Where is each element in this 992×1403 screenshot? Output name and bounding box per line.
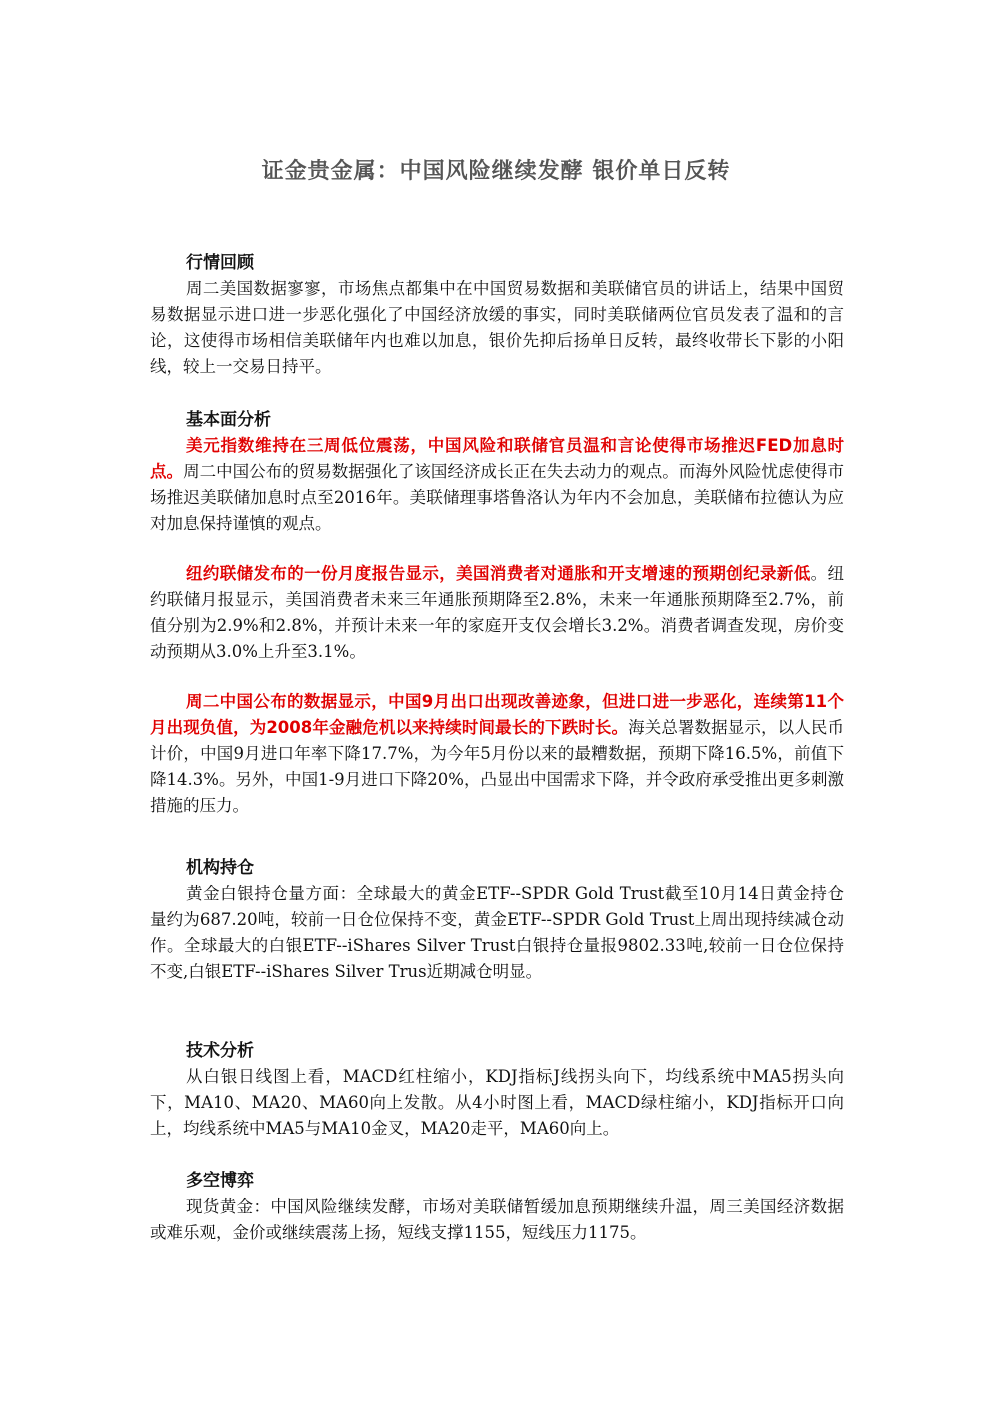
highlight-text: 美元指数维持在三周低位震荡，中国风险和联储官员温和言论使得市场推迟FED加息时点。 — [150, 436, 844, 481]
document-title: 证金贵金属：中国风险继续发酵 银价单日反转 — [261, 159, 731, 184]
section-technical — [150, 1038, 844, 1142]
heading-fundamentals: 基本面分析 — [186, 410, 271, 430]
highlight-text: 周二中国公布的数据显示，中国9月出口出现改善迹象，但进口进一步恶化，连续第11个月出现负值，为2008年金融危机以来持续时间最长的下跌时长。 — [150, 692, 844, 737]
section-positions — [150, 855, 844, 985]
paragraph-fundamentals-3 — [150, 689, 844, 819]
paragraph-bull-bear: 现货黄金：中国风险继续发酵，市场对美联储暂缓加息预期继续升温，周三美国经济数据或难乐观，金价或继续震荡上扬，短线支撑1155，短线压力1175。 — [150, 1197, 844, 1242]
body-text: 。纽约联储月报显示，美国消费者未来三年通胀预期降至2.8%，未来一年通胀预期降至2.7%，前值分别为2.9%和2.8%，并预计未来一年的家庭开支仅会增长3.2%。消费者调查发现，房价变动预期从3.0%上升至3.1%。 — [150, 564, 845, 661]
section-fundamentals — [150, 407, 844, 819]
heading-technical: 技术分析 — [186, 1041, 254, 1061]
heading-bull-bear: 多空博弈 — [186, 1171, 254, 1191]
section-bull-bear — [150, 1168, 844, 1246]
heading-positions: 机构持仓 — [186, 858, 254, 878]
body-text: 周二中国公布的贸易数据强化了该国经济成长正在失去动力的观点。而海外风险忧虑使得市场推迟美联储加息时点至2016年。美联储理事塔鲁洛认为年内不会加息，美联储布拉德认为应对加息保持谨慎的观点。 — [150, 462, 845, 533]
paragraph-market-review: 周二美国数据寥寥，市场焦点都集中在中国贸易数据和美联储官员的讲话上，结果中国贸易数据显示进口进一步恶化强化了中国经济放缓的事实，同时美联储两位官员发表了温和的言论，这使得市场相信美联储年内也难以加息，银价先抑后扬单日反转，最终收带长下影的小阳线，较上一交易日持平。 — [150, 279, 844, 376]
paragraph-technical: 从白银日线图上看，MACD红柱缩小，KDJ指标J线拐头向下，均线系统中MA5拐头向下，MA10、MA20、MA60向上发散。从4小时图上看，MACD绿柱缩小，KDJ指标开口向上，均线系统中MA5与MA10金叉，MA20走平，MA60向上。 — [150, 1067, 844, 1138]
heading-market-review: 行情回顾 — [186, 253, 254, 273]
section-market-review — [150, 250, 844, 380]
highlight-text: 纽约联储发布的一份月度报告显示，美国消费者对通胀和开支增速的预期创纪录新低 — [186, 564, 811, 583]
body-text: 海关总署数据显示，以人民币计价，中国9月进口年率下降17.7%，为今年5月份以来的最糟数据，预期下降16.5%，前值下降14.3%。另外，中国1-9月进口下降20%，凸显出中国需求下降，并令政府承受推出更多刺激措施的压力。 — [150, 718, 844, 815]
paragraph-fundamentals-2 — [150, 561, 844, 665]
paragraph-fundamentals-1 — [150, 433, 844, 537]
paragraph-positions: 黄金白银持仓量方面：全球最大的黄金ETF--SPDR Gold Trust截至10月14日黄金持仓量约为687.20吨，较前一日仓位保持不变，黄金ETF--SPDR Gold Trust上周出现持续减仓动作。全球最大的白银ETF--iShares Silver Trust白银持仓量报9802.33吨,较前一日仓位保持不变,白银ETF--iShares Silver Trus近期减仓明显。 — [150, 884, 844, 981]
